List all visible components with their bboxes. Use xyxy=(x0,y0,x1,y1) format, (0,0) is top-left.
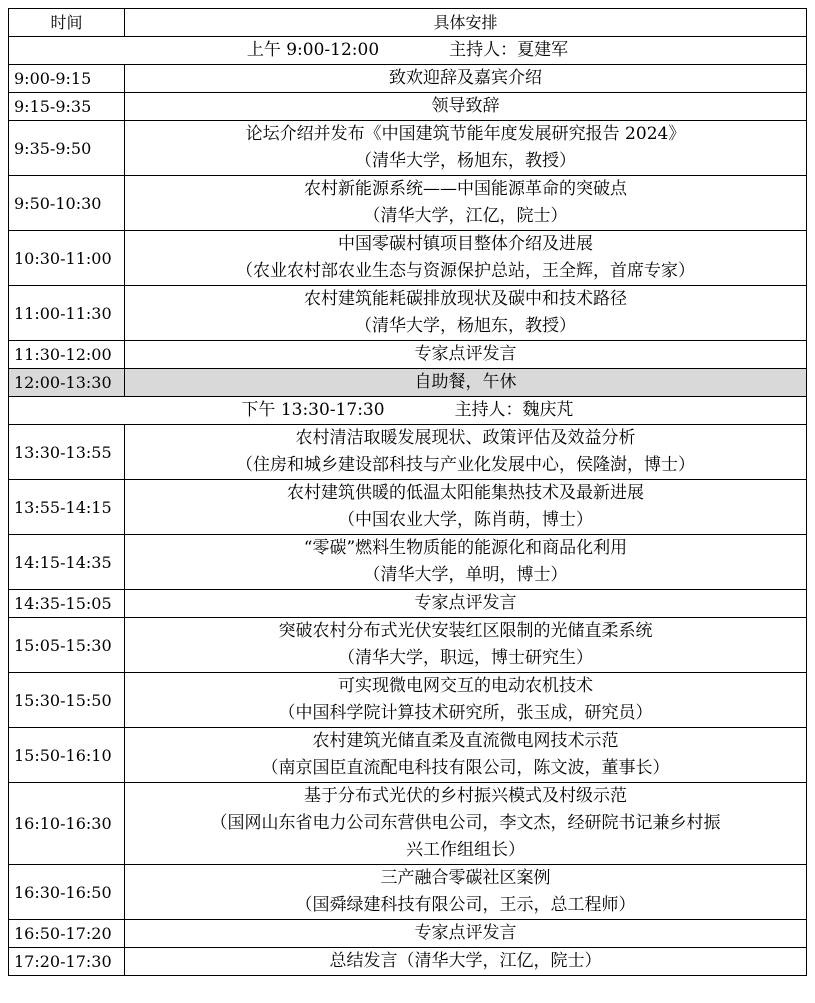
row-speaker: （国网山东省电力公司东营供电公司，李文杰，经研院书记兼乡村振 xyxy=(210,813,721,833)
lunch-text: 自助餐，午休 xyxy=(125,369,807,397)
row-time: 16:50-17:20 xyxy=(9,920,125,948)
row-speaker: （住房和城乡建设部科技与产业化发展中心，侯隆澍，博士） xyxy=(236,455,695,475)
row-content xyxy=(125,93,807,121)
row-time: 14:15-14:35 xyxy=(9,535,125,590)
row-content xyxy=(125,341,807,369)
row-time: 11:30-12:00 xyxy=(9,341,125,369)
row-time: 17:20-17:30 xyxy=(9,948,125,976)
row-content xyxy=(125,673,807,728)
row-time: 14:35-15:05 xyxy=(9,590,125,618)
session-row-morning xyxy=(9,37,807,65)
row-time: 9:15-9:35 xyxy=(9,93,125,121)
table-row xyxy=(9,920,807,948)
row-speaker: （农业农村部农业生态与资源保护总站，王全辉，首席专家） xyxy=(236,261,695,281)
row-title: 农村新能源系统——中国能源革命的突破点 xyxy=(304,179,627,199)
row-title: 可实现微电网交互的电动农机技术 xyxy=(338,676,593,696)
row-content xyxy=(125,783,807,865)
table-row xyxy=(9,783,807,865)
row-content xyxy=(125,535,807,590)
row-title: 农村建筑光储直柔及直流微电网技术示范 xyxy=(312,731,619,751)
row-content xyxy=(125,618,807,673)
row-content xyxy=(125,948,807,976)
row-title: 基于分布式光伏的乡村振兴模式及村级示范 xyxy=(304,786,627,806)
table-row xyxy=(9,480,807,535)
lunch-time: 12:00-13:30 xyxy=(9,369,125,397)
session-row-afternoon xyxy=(9,397,807,425)
row-content xyxy=(125,865,807,920)
lunch-row xyxy=(9,369,807,397)
row-title: 突破农村分布式光伏安装红区限制的光储直柔系统 xyxy=(278,621,653,641)
row-speaker: （清华大学，江亿，院士） xyxy=(363,206,568,226)
table-row xyxy=(9,121,807,176)
session-host: 主持人：魏庆芃 xyxy=(454,400,574,420)
row-time: 16:10-16:30 xyxy=(9,783,125,865)
row-content xyxy=(125,231,807,286)
row-title: 专家点评发言 xyxy=(414,344,517,364)
agenda-table xyxy=(8,8,807,976)
table-row xyxy=(9,535,807,590)
row-time: 15:05-15:30 xyxy=(9,618,125,673)
row-time: 9:35-9:50 xyxy=(9,121,125,176)
row-time: 9:50-10:30 xyxy=(9,176,125,231)
row-title: 领导致辞 xyxy=(431,96,500,116)
row-time: 13:30-13:55 xyxy=(9,425,125,480)
row-title: 农村清洁取暖发展现状、政策评估及效益分析 xyxy=(295,428,636,448)
row-time: 15:50-16:10 xyxy=(9,728,125,783)
row-speaker: （国舜绿建科技有限公司，王示，总工程师） xyxy=(295,895,636,915)
table-row xyxy=(9,590,807,618)
row-speaker: （清华大学，杨旭东，教授） xyxy=(355,316,576,336)
row-speaker: （清华大学，杨旭东，教授） xyxy=(355,151,576,171)
session-host: 主持人：夏建军 xyxy=(449,40,569,60)
row-title: “零碳”燃料生物质能的能源化和商品化利用 xyxy=(303,538,628,558)
row-title: 专家点评发言 xyxy=(414,593,517,613)
row-title: 专家点评发言 xyxy=(414,923,517,943)
row-speaker: （清华大学，职远，博士研究生） xyxy=(338,648,593,668)
row-content xyxy=(125,728,807,783)
row-speaker: （中国科学院计算技术研究所，张玉成，研究员） xyxy=(278,703,653,723)
table-row xyxy=(9,231,807,286)
row-content xyxy=(125,425,807,480)
table-row xyxy=(9,176,807,231)
row-content xyxy=(125,920,807,948)
row-content xyxy=(125,286,807,341)
row-speaker: （南京国臣直流配电科技有限公司，陈文波，董事长） xyxy=(261,758,670,778)
session-label: 上午 9:00-12:00 xyxy=(246,40,380,60)
table-row xyxy=(9,728,807,783)
row-time: 16:30-16:50 xyxy=(9,865,125,920)
header-arrangement: 具体安排 xyxy=(125,9,807,37)
table-row xyxy=(9,865,807,920)
row-time: 13:55-14:15 xyxy=(9,480,125,535)
table-row xyxy=(9,948,807,976)
header-row xyxy=(9,9,807,37)
row-speaker: （清华大学，单明，博士） xyxy=(363,565,568,585)
row-speaker: 兴工作组组长） xyxy=(406,840,525,860)
session-label: 下午 13:30-17:30 xyxy=(241,400,385,420)
row-title: 总结发言（清华大学，江亿，院士） xyxy=(329,951,602,971)
table-row xyxy=(9,65,807,93)
table-row xyxy=(9,673,807,728)
table-row xyxy=(9,286,807,341)
row-title: 农村建筑供暖的低温太阳能集热技术及最新进展 xyxy=(287,483,644,503)
row-title: 农村建筑能耗碳排放现状及碳中和技术路径 xyxy=(304,289,627,309)
row-content xyxy=(125,590,807,618)
table-row xyxy=(9,341,807,369)
row-title: 致欢迎辞及嘉宾介绍 xyxy=(389,68,542,88)
row-title: 中国零碳村镇项目整体介绍及进展 xyxy=(338,234,593,254)
row-title: 三产融合零碳社区案例 xyxy=(380,868,551,888)
row-time: 11:00-11:30 xyxy=(9,286,125,341)
session-afternoon xyxy=(9,397,807,425)
row-time: 15:30-15:50 xyxy=(9,673,125,728)
row-time: 9:00-9:15 xyxy=(9,65,125,93)
header-time: 时间 xyxy=(9,9,125,37)
table-row xyxy=(9,618,807,673)
session-morning xyxy=(9,37,807,65)
row-title: 论坛介绍并发布《中国建筑节能年度发展研究报告 2024》 xyxy=(245,124,686,144)
row-content xyxy=(125,480,807,535)
table-row xyxy=(9,93,807,121)
row-speaker: （中国农业大学，陈肖萌，博士） xyxy=(338,510,593,530)
row-content xyxy=(125,121,807,176)
table-row xyxy=(9,425,807,480)
row-content xyxy=(125,65,807,93)
row-content xyxy=(125,176,807,231)
row-time: 10:30-11:00 xyxy=(9,231,125,286)
